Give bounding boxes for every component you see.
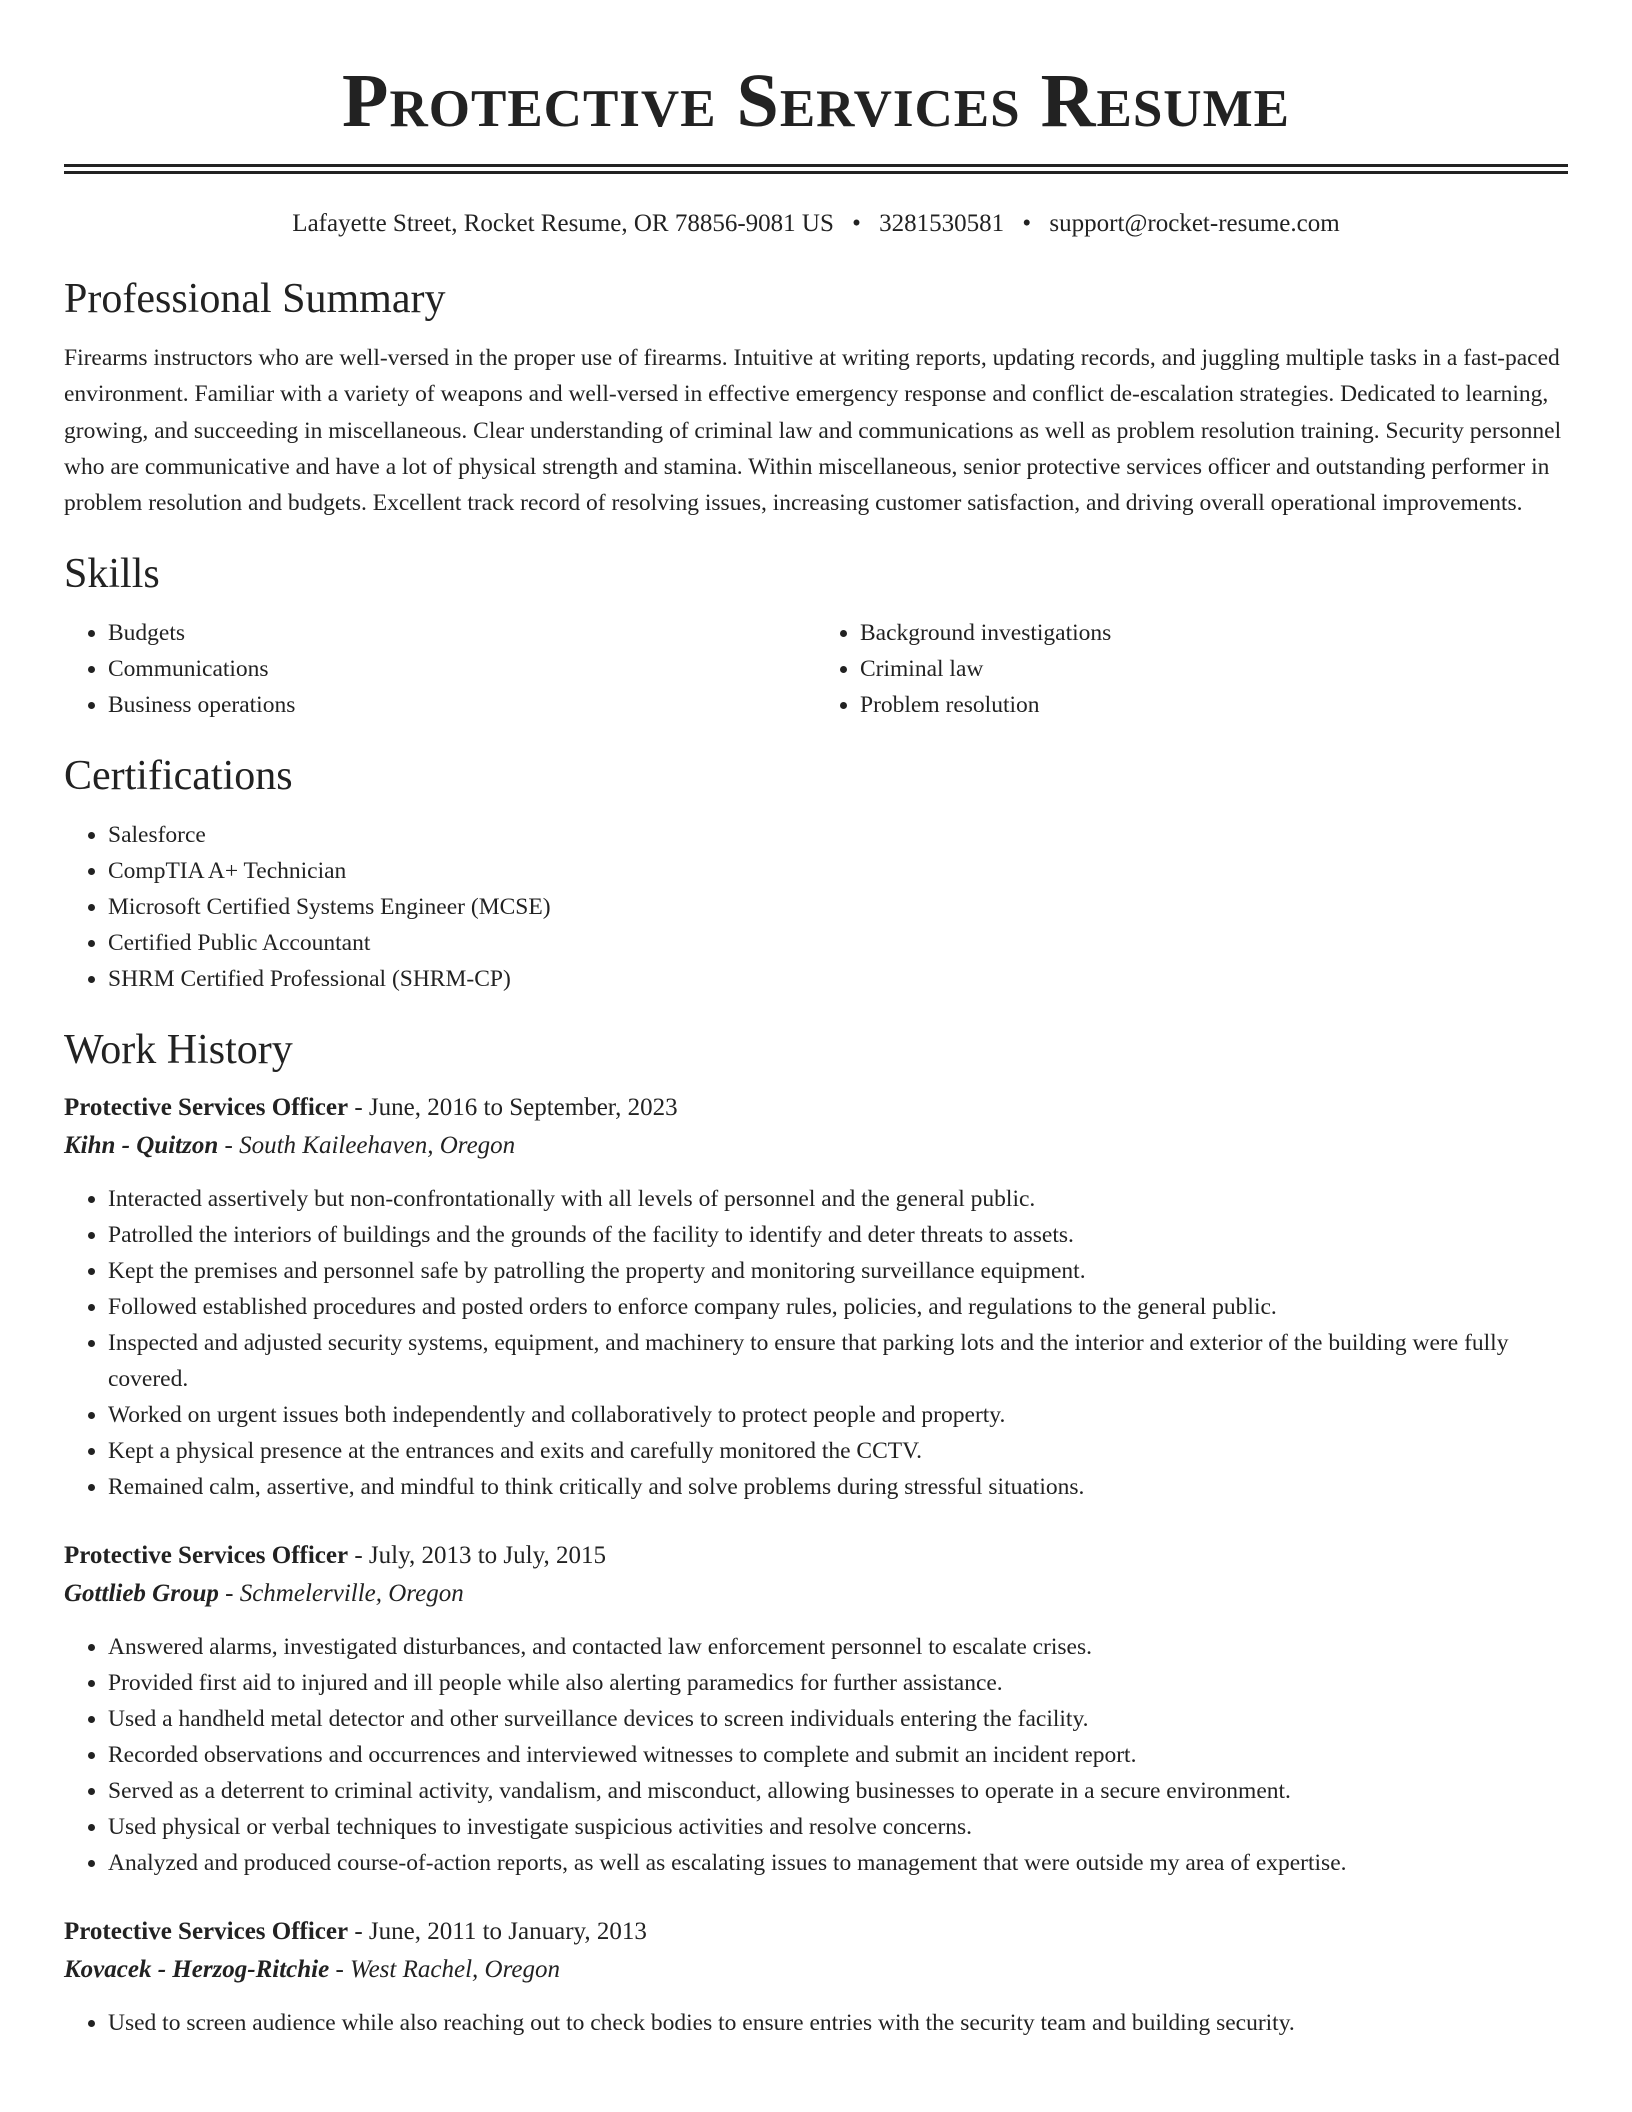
skills-columns [64,615,1568,723]
job-title: Protective Services Officer [64,1542,349,1570]
job-title-line [64,1089,1568,1127]
job-bullet: • Interacted assertively but non-confrontationally with all levels of personnel and the general public. [108,1181,1568,1217]
certification-item: • CompTIA A+ Technician [108,853,1568,889]
job-bullet: • Used to screen audience while also reaching out to check bodies to ensure entries with the security team and building security. [108,2005,1568,2041]
job-bullet: • Served as a deterrent to criminal activity, vandalism, and misconduct, allowing businesses to operate in a secure environment. [108,1773,1568,1809]
summary-heading: Professional Summary [64,276,446,322]
job-bullet: • Patrolled the interiors of buildings and the grounds of the facility to identify and deter threats to assets. [108,1217,1568,1253]
job-entry [64,1913,1568,2041]
work-history-heading: Work History [64,1027,293,1074]
job-bullet: • Provided first aid to injured and ill people while also alerting paramedics for further assistance. [108,1665,1568,1701]
job-bullet-list [64,1629,1568,1881]
contact-line [64,208,1568,240]
certifications-section [64,751,1568,997]
job-bullet: • Kept a physical presence at the entrances and exits and carefully monitored the CCTV. [108,1433,1568,1469]
job-entry [64,1089,1568,1505]
job-company-line [64,1951,1568,1989]
skills-right-list [816,615,1568,723]
job-dates: - June, 2011 to January, 2013 [348,1918,647,1946]
job-title-line [64,1537,1568,1575]
job-location: - West Rachel, Oregon [329,1956,560,1984]
title-double-rule [64,164,1568,174]
summary-text: Firearms instructors who are well-versed in the proper use of firearms. Intuitive at writing reports, updating records, and juggling multiple tasks in a fast-paced environment. Familiar with a variety of weapons and well-versed in effective emergency response and conflict de-escalation strategies. Dedicated to learning, growing, and succeeding in miscellaneous. Clear understanding of criminal law and communications as well as problem resolution training. Security personnel who are communicative and have a lot of physical strength and stamina. Within miscellaneous, senior protective services officer and outstanding performer in problem resolution and budgets. Excellent track record of resolving issues, increasing customer satisfaction, and driving overall operational improvements. [64,345,1562,517]
skill-item: • Communications [108,651,816,687]
resume-page [64,0,1568,2041]
certifications-list [64,817,1568,997]
certifications-heading: Certifications [64,753,293,800]
job-title: Protective Services Officer [64,1918,349,1946]
certification-item: • Microsoft Certified Systems Engineer (MCSE) [108,889,1568,925]
job-dates: - July, 2013 to July, 2015 [348,1542,606,1570]
summary-section [64,274,1568,521]
job-company: Kovacek - Herzog-Ritchie [64,1956,330,1984]
job-location: - South Kaileehaven, Oregon [218,1132,516,1160]
job-bullet: • Used a handheld metal detector and other surveillance devices to screen individuals entering the facility. [108,1701,1568,1737]
contact-email: support@rocket-resume.com [1049,210,1340,237]
job-title-line [64,1913,1568,1951]
certification-item: • Certified Public Accountant [108,925,1568,961]
job-bullet-list [64,1181,1568,1505]
job-bullet: • Recorded observations and occurrences and interviewed witnesses to complete and submit an incident report. [108,1737,1568,1773]
job-company-line [64,1575,1568,1613]
job-location: - Schmelerville, Oregon [218,1580,464,1608]
certification-item: • Salesforce [108,817,1568,853]
contact-address: Lafayette Street, Rocket Resume, OR 78856-9081 US [292,210,834,237]
job-bullet: • Kept the premises and personnel safe by patrolling the property and monitoring surveillance equipment. [108,1253,1568,1289]
job-company-line [64,1127,1568,1165]
skills-left-list [64,615,816,723]
job-bullet: • Worked on urgent issues both independently and collaboratively to protect people and property. [108,1397,1568,1433]
job-bullet: • Followed established procedures and posted orders to enforce company rules, policies, and regulations to the general public. [108,1289,1568,1325]
skills-heading: Skills [64,551,160,598]
skill-item: • Budgets [108,615,816,651]
skill-item: • Criminal law [860,651,1568,687]
skill-item: • Background investigations [860,615,1568,651]
contact-phone: 3281530581 [879,210,1005,237]
certification-item: • SHRM Certified Professional (SHRM-CP) [108,961,1568,997]
skill-item: • Problem resolution [860,687,1568,723]
job-bullet: • Analyzed and produced course-of-action reports, as well as escalating issues to management that were outside my area of expertise. [108,1845,1568,1881]
resume-title: Protective Services Resume [342,59,1290,143]
job-bullet-list [64,2005,1568,2041]
job-bullet: • Answered alarms, investigated disturbances, and contacted law enforcement personnel to escalate crises. [108,1629,1568,1665]
work-history-section [64,1025,1568,2041]
skills-section [64,549,1568,723]
job-bullet: • Used physical or verbal techniques to investigate suspicious activities and resolve concerns. [108,1809,1568,1845]
contact-separator: • [852,210,861,237]
job-bullet: • Remained calm, assertive, and mindful to think critically and solve problems during stressful situations. [108,1469,1568,1505]
contact-separator: • [1022,210,1032,237]
job-dates: - June, 2016 to September, 2023 [348,1094,678,1122]
job-company: Gottlieb Group [64,1580,219,1608]
job-title: Protective Services Officer [64,1094,349,1122]
job-company: Kihn - Quitzon [64,1132,219,1160]
job-entry [64,1537,1568,1881]
job-bullet: • Inspected and adjusted security systems, equipment, and machinery to ensure that parking lots and the interior and exterior of the building were fully covered. [108,1325,1568,1397]
skill-item: • Business operations [108,687,816,723]
